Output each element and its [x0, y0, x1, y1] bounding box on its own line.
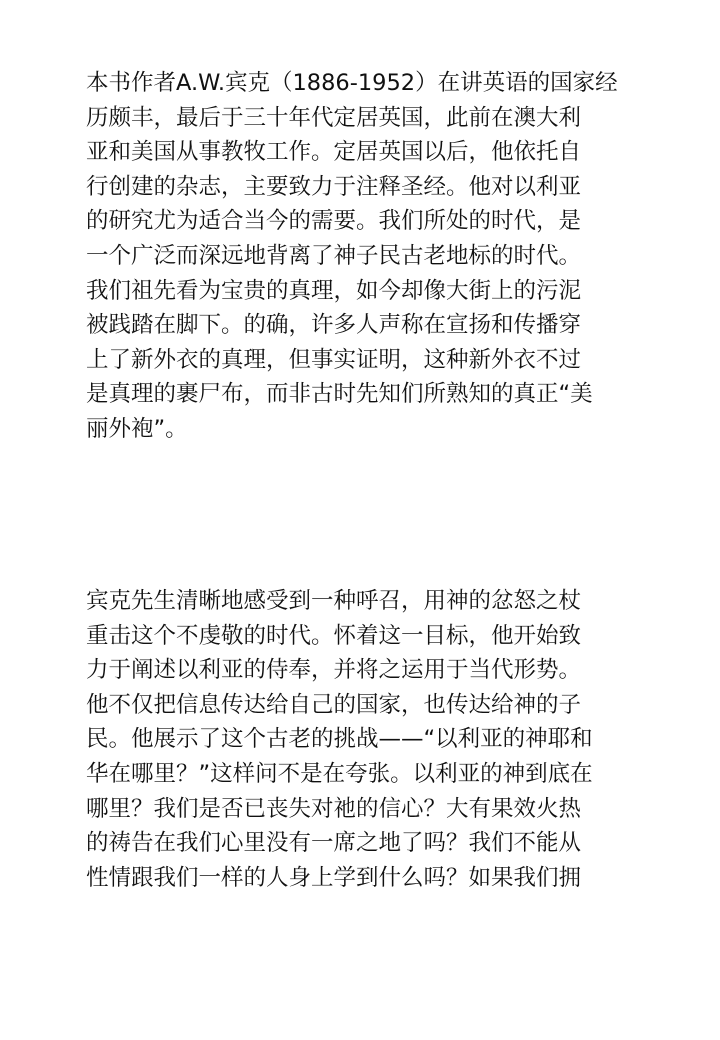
paragraph-line: 行创建的杂志，主要致力于注释圣经。他对以利亚: [86, 173, 582, 200]
paragraph-line: 亚和美国从事教牧工作。定居英国以后，他依托自: [86, 139, 582, 166]
paragraph-line: 上了新外衣的真理，但事实证明，这种新外衣不过: [86, 346, 582, 373]
paragraph-line: 宾克先生清晰地感受到一种呼召，用神的忿怒之杖: [86, 588, 582, 614]
paragraph-1: [86, 66, 646, 447]
paragraph-line: 我们祖先看为宝贵的真理，如今却像大街上的污泥: [86, 277, 582, 304]
paragraph-line: 力于阐述以利亚的侍奉，并将之运用于当代形势。: [86, 657, 582, 684]
paragraph-line: 的研究尤为适合当今的需要。我们所处的时代，是: [86, 208, 582, 235]
paragraph-line: 一个广泛而深远地背离了神子民古老地标的时代。: [86, 242, 582, 269]
paragraph-line: 他不仅把信息传达给自己的国家，也传达给神的子: [86, 691, 582, 718]
paragraph-line: 被践踏在脚下。的确，许多人声称在宣扬和传播穿: [86, 312, 582, 339]
paragraph-line: 历颇丰，最后于三十年代定居英国，此前在澳大利: [86, 104, 582, 131]
paragraph-line: 是真理的裹尸布，而非古时先知们所熟知的真正“美: [86, 381, 593, 408]
paragraph-line: 性情跟我们一样的人身上学到什么吗？如果我们拥: [86, 864, 582, 891]
paragraph-2: [86, 584, 646, 895]
paragraph-line: 重击这个不虔敬的时代。怀着这一目标，他开始致: [86, 622, 582, 649]
paragraph-line: 华在哪里？”这样问不是在夸张。以利亚的神到底在: [86, 760, 593, 787]
paragraph-line: 的祷告在我们心里没有一席之地了吗？我们不能从: [86, 830, 582, 857]
paragraph-line: 丽外袍”。: [86, 415, 188, 442]
paragraph-line: 民。他展示了这个古老的挑战——“以利亚的神耶和: [86, 726, 593, 753]
paragraph-line: 本书作者A.W.宾克（1886-1952）在讲英语的国家经: [86, 70, 618, 96]
paragraph-line: 哪里？我们是否已丧失对祂的信心？大有果效火热: [86, 795, 582, 822]
